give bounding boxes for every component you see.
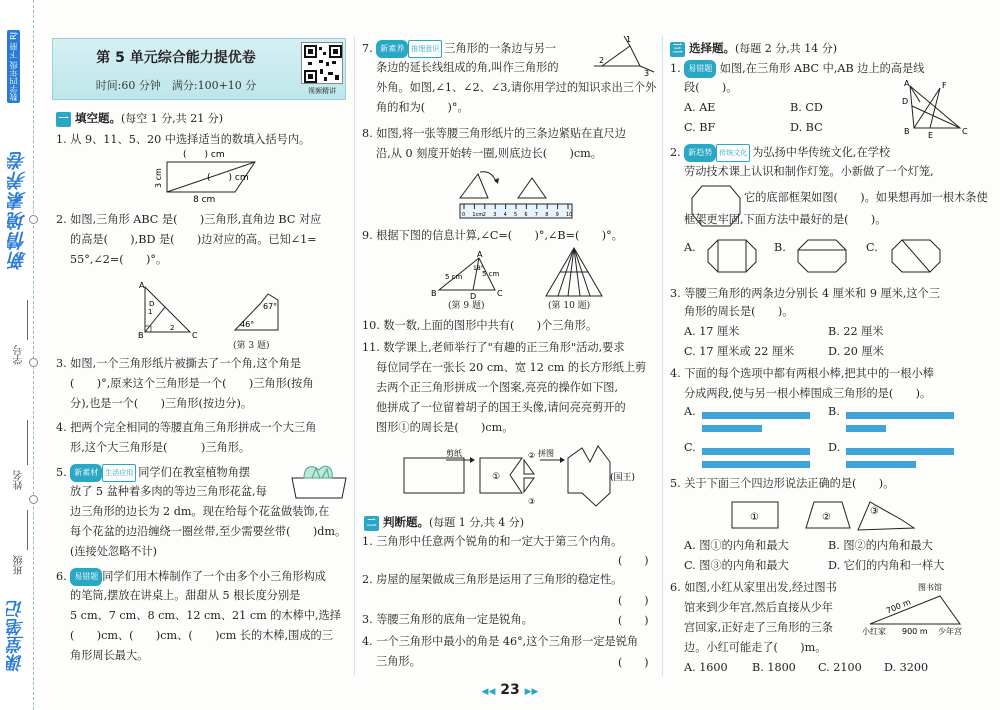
ruler-tick-label: 3 <box>493 212 497 218</box>
choice-3-line-2: 角形的周长是( )。 <box>684 305 794 318</box>
choice-3-opt-d[interactable]: D. 20 厘米 <box>828 345 884 358</box>
qr-label: 视频精讲 <box>308 87 336 95</box>
section-note: (每空 1 分,共 21 分) <box>121 112 224 125</box>
question-2-line-2: 的高是( ),BD 是( )边对应的高。已知∠1= <box>70 233 317 246</box>
choice-5-opt-c[interactable]: C. 图③的内角和最大 <box>684 559 789 572</box>
svg-text:C: C <box>192 331 198 340</box>
ruler-tick-label: 5 <box>514 212 518 218</box>
qr-code-icon <box>302 43 344 85</box>
question-5-line-2: 放了 5 盆种着多肉的等边三角形花盆,每 <box>70 485 267 498</box>
brand-title: 新情境素养卷 <box>7 150 29 270</box>
choice-1-line-2: 段( )。 <box>684 81 738 94</box>
choice-4-opt-b[interactable]: B. <box>828 405 840 418</box>
choice-2-line-4: 框架更牢固,下面方法中最好的是( )。 <box>684 213 887 226</box>
judge-3-answer[interactable]: ( ) <box>618 614 649 627</box>
paper-cutting-figure <box>400 448 660 508</box>
ruler-tick-label: 2 <box>482 212 486 218</box>
svg-text:E: E <box>928 131 934 140</box>
svg-text:18°: 18° <box>473 265 484 272</box>
ruler-tick-label: 7 <box>534 212 538 218</box>
svg-text:剪纸: 剪纸 <box>446 449 462 458</box>
choice-6-line-3: 宫回家,正好走了三角形的三条 <box>684 621 833 634</box>
judge-3: 3. 等腰三角形的底角一定是锐角。 <box>362 613 533 626</box>
question-5-line-3: 边三角形的边长为 2 dm。现在给每个花盆做装饰,在 <box>70 505 330 518</box>
judge-2: 2. 房屋的屋架做成三角形是运用了三角形的稳定性。 <box>362 573 623 586</box>
choice-4-opt-a[interactable]: A. <box>684 405 696 418</box>
svg-text:1: 1 <box>148 308 153 316</box>
choice-3-opt-b[interactable]: B. 22 厘米 <box>828 325 884 338</box>
torn-triangle-figure <box>230 292 290 337</box>
ruler-tick-label: 1cm <box>472 212 484 218</box>
section-true-false-header: 二 判断题。(每题 1 分,共 4 分) <box>364 514 524 531</box>
question-3-line-3: 分),也是一个( )三角形(按边分)。 <box>70 397 253 410</box>
column-divider <box>662 36 663 676</box>
choice-2-opt-b[interactable]: B. <box>774 241 786 254</box>
question-3-line-2: ( )°,原来这个三角形是一个( )三角形(按角 <box>70 377 314 390</box>
svg-text:3: 3 <box>644 69 650 78</box>
trapezoid-figure <box>154 150 275 205</box>
sticks-option-b <box>844 410 956 436</box>
triangle-heights-figure <box>900 79 970 140</box>
choice-6-opt-d[interactable]: D. 3200 <box>884 661 929 674</box>
class-label: 班级 <box>14 555 25 575</box>
question-7-line-4: 角的和为( )°。 <box>376 101 469 114</box>
name-label: 姓名 <box>14 470 25 490</box>
qr-code[interactable] <box>301 42 343 84</box>
sticks-option-d <box>844 446 956 472</box>
student-id-line <box>27 300 28 340</box>
page-title: 第 5 单元综合能力提优卷 <box>96 50 256 66</box>
choice-5: 5. 关于下面三个四边形说法正确的是( )。 <box>670 477 895 490</box>
question-6-line-1: 6. 易错题 同学们用木棒制作了一个由多个小三角形构成 <box>56 568 326 586</box>
series-label: 数学四年级 下册 RJ <box>9 32 18 102</box>
choice-6-line-2: 馆来到少年宫,然后直接从少年 <box>684 601 833 614</box>
choice-4-line-2: 分成两段,使与另一根小棒围成三角形的是( )。 <box>684 387 932 400</box>
choice-1-opt-a[interactable]: A. AE <box>684 101 716 114</box>
svg-text:少年宫: 少年宫 <box>938 627 962 636</box>
fig-3-caption: (第 3 题) <box>233 341 270 351</box>
section-choice-header: 三 选择题。(每题 2 分,共 14 分) <box>670 40 837 57</box>
cut-mark <box>29 495 38 504</box>
question-11-line-2: 每位同学在一张长 20 cm、宽 12 cm 的长方形纸上剪 <box>376 361 647 374</box>
triangle-abcd-figure <box>431 250 515 304</box>
choice-1-opt-d[interactable]: D. BC <box>790 121 823 134</box>
fig-10-caption: (第 10 题) <box>548 301 591 311</box>
question-6-line-5: 角形周长最大。 <box>70 649 149 662</box>
svg-text:A: A <box>904 79 910 88</box>
question-8-line-2: 沿,从 0 刻度开始转一圈,则底边长( )cm。 <box>376 147 602 160</box>
choice-4-opt-c[interactable]: C. <box>684 441 696 454</box>
question-5-line-1: 5. 新素材 生活应用 同学们在教室植物角摆 <box>56 464 250 482</box>
next-arrows-icon: ▶▶ <box>524 687 539 697</box>
svg-text:2: 2 <box>170 324 175 332</box>
angle-67-label: 67° <box>263 302 278 311</box>
route-triangle-figure <box>862 582 972 642</box>
ruler-tick-label: 10 <box>566 212 573 218</box>
question-3-line-1: 3. 如图,一个三角形纸片被撕去了一个角,这个角是 <box>56 357 302 370</box>
svg-text:小红家: 小红家 <box>862 627 886 636</box>
choice-5-opt-a[interactable]: A. 图①的内角和最大 <box>684 539 789 552</box>
question-7-line-1: 7. 新素养 推理意识 三角形的一条边与另一 <box>362 40 556 58</box>
choice-1-line-1: 1. 易错题 如图,在三角形 ABC 中,AB 边上的高是线 <box>670 60 924 78</box>
choice-4-opt-d[interactable]: D. <box>828 441 841 454</box>
right-triangle-abc-figure <box>135 282 205 342</box>
svg-text:B: B <box>138 331 144 340</box>
fig-top-label: ( ) cm <box>183 150 225 160</box>
ruler-tick-label: 9 <box>555 212 559 218</box>
error-prone-tag: 易错题 <box>70 568 102 586</box>
reasoning-tag: 推理意识 <box>408 40 442 58</box>
question-6-line-2: 的笔筒,摆放在讲桌上。甜甜从 5 根长度分别是 <box>70 589 301 602</box>
question-6-line-4: ( )cm、( )cm、( )cm 长的木棒,围成的三 <box>70 629 333 642</box>
lantern-option-a <box>706 238 758 274</box>
choice-2-opt-c[interactable]: C. <box>866 241 878 254</box>
choice-1-opt-c[interactable]: C. BF <box>684 121 716 134</box>
quadrilaterals-figure <box>710 498 940 534</box>
svg-text:1: 1 <box>626 35 632 44</box>
student-id-label: 学号 <box>14 345 25 365</box>
svg-text:③: ③ <box>528 497 536 506</box>
choice-2-opt-a[interactable]: A. <box>684 241 696 254</box>
svg-text:D: D <box>149 300 155 308</box>
question-6-line-3: 5 cm、7 cm、8 cm、12 cm、21 cm 的木棒中,选择 <box>70 609 341 622</box>
choice-2-line-2: 劳动技术课上认识和制作灯笼。小新做了一个灯笼, <box>684 165 934 178</box>
question-7-line-2: 条边的延长线组成的角,叫作三角形的 <box>376 61 559 74</box>
cut-line <box>33 0 34 710</box>
ruler-tick-label: 0 <box>462 212 466 218</box>
svg-text:700 m: 700 m <box>884 597 912 616</box>
life-application-tag: 生活应用 <box>102 464 136 482</box>
svg-text:图书馆: 图书馆 <box>918 583 942 592</box>
judge-1: 1. 三角形中任意两个锐角的和一定大于第三个内角。 <box>362 535 623 548</box>
fig-9-caption: (第 9 题) <box>448 301 485 311</box>
ruler-tick-label: 6 <box>524 212 528 218</box>
lantern-option-b <box>796 238 848 274</box>
question-9: 9. 根据下图的信息计算,∠C=( )°,∠B=( )°。 <box>362 229 623 242</box>
question-2-line-1: 2. 如图,三角形 ABC 是( )三角形,直角边 BC 对应 <box>56 213 322 226</box>
column-divider <box>354 36 355 676</box>
judge-1-answer[interactable]: ( ) <box>618 554 649 567</box>
header-box <box>52 38 346 100</box>
svg-text:①: ① <box>750 512 759 523</box>
fig-mid-label: ( ) cm <box>207 173 249 183</box>
choice-2-line-1: 2. 新趋势 传统文化 为弘扬中华传统文化,在学校 <box>670 144 890 162</box>
svg-text:②: ② <box>528 451 536 460</box>
judge-4-line-2: 三角形。 <box>376 655 421 668</box>
sticks-option-c <box>700 446 812 472</box>
fig-left-label: 3 cm <box>154 168 163 188</box>
choice-3-opt-a[interactable]: A. 17 厘米 <box>684 325 740 338</box>
choice-3-opt-c[interactable]: C. 17 厘米或 22 厘米 <box>684 345 795 358</box>
svg-text:D: D <box>902 97 909 106</box>
svg-text:拼图: 拼图 <box>538 449 554 458</box>
question-11-line-3: 去两个正三角形拼成一个图案,亮亮的操作如下图, <box>376 381 619 394</box>
sticks-option-a <box>700 410 812 436</box>
choice-6-opt-c[interactable]: C. 2100 <box>818 661 862 674</box>
question-4-line-1: 4. 把两个完全相同的等腰直角三角形拼成一个大三角 <box>56 421 317 434</box>
judge-4-answer[interactable]: ( ) <box>618 656 649 669</box>
question-5-line-5: (连接处忽略不计) <box>70 545 158 558</box>
choice-3-line-1: 3. 等腰三角形的两条边分别长 4 厘米和 9 厘米,这个三 <box>670 287 940 300</box>
page-number: ◀◀ 23 ▶▶ <box>481 682 539 698</box>
svg-text:C: C <box>497 289 503 298</box>
class-line <box>27 510 28 550</box>
prev-arrows-icon: ◀◀ <box>481 687 496 697</box>
section-badge: 一 <box>56 112 71 127</box>
question-1: 1. 从 9、11、5、20 中选择适当的数填入括号内。 <box>56 133 311 146</box>
question-11-line-5: 图形①的周长是( )cm。 <box>376 421 514 434</box>
question-10: 10. 数一数,上面的图形中共有( )个三角形。 <box>362 319 598 332</box>
svg-text:(国王): (国王) <box>610 473 636 483</box>
bottom-brand: 课堂笔记 <box>6 600 27 672</box>
choice-6-opt-b[interactable]: B. 1800 <box>752 661 796 674</box>
svg-text:F: F <box>942 81 947 90</box>
angle-46-label: 46° <box>240 320 255 329</box>
cut-mark <box>29 358 38 367</box>
svg-text:2: 2 <box>599 56 605 65</box>
choice-6-opt-a[interactable]: A. 1600 <box>684 661 728 674</box>
svg-text:①: ① <box>492 472 501 482</box>
ruler-figure <box>458 168 578 223</box>
question-2-line-3: 55°,∠2=( )°。 <box>70 253 168 266</box>
question-8-line-1: 8. 如图,将一张等腰三角形纸片的三条边紧贴在直尺边 <box>362 127 626 140</box>
svg-text:A: A <box>477 250 483 259</box>
section-title: 填空题。 <box>75 111 121 125</box>
succulent-pot-figure <box>290 462 348 500</box>
question-7-line-3: 外角。如图,∠1、∠2、∠3,请你用学过的知识求出三个外 <box>376 81 657 94</box>
fig-bottom-label: 8 cm <box>193 195 216 205</box>
choice-5-opt-b[interactable]: B. 图②的内角和最大 <box>828 539 933 552</box>
question-11-line-1: 11. 数学课上,老师举行了"有趣的正三角形"活动,要求 <box>362 341 625 354</box>
svg-text:③: ③ <box>870 506 879 517</box>
svg-text:5 cm: 5 cm <box>445 273 463 281</box>
nested-triangles-figure <box>544 246 604 302</box>
exam-info: 时间:60 分钟 满分:100+10 分 <box>95 79 257 92</box>
choice-6-line-4: 边。小红可能走了( )m。 <box>684 641 827 654</box>
new-material-tag: 新素材 <box>70 464 102 482</box>
choice-5-opt-d[interactable]: D. 它们的内角和一样大 <box>828 559 945 572</box>
choice-1-opt-b[interactable]: B. CD <box>790 101 823 114</box>
question-11-line-4: 他拼成了一位留着胡子的国王头像,请问亮亮剪开的 <box>376 401 626 414</box>
svg-text:5 cm: 5 cm <box>482 270 500 278</box>
exterior-angle-figure <box>596 35 656 78</box>
svg-text:C: C <box>962 127 968 136</box>
svg-text:②: ② <box>822 512 831 523</box>
svg-text:B: B <box>431 289 437 298</box>
ruler-tick-label: 8 <box>545 212 549 218</box>
judge-2-answer[interactable]: ( ) <box>618 594 649 607</box>
lantern-option-c <box>890 238 942 274</box>
cut-mark <box>29 215 38 224</box>
new-literacy-tag: 新素养 <box>376 40 408 58</box>
section-fill-in-header <box>56 110 223 127</box>
svg-text:D: D <box>470 292 477 301</box>
svg-text:B: B <box>904 127 910 136</box>
choice-2-line-3: 它的底部框架如图( )。如果想再加一根木条使 <box>744 191 988 204</box>
choice-4-line-1: 4. 下面的每个选项中都有两根小棒,把其中的一根小棒 <box>670 367 934 380</box>
ruler-tick-label: 4 <box>503 212 507 218</box>
question-5-line-4: 每个花盆的边沿缠绕一圈丝带,至少需要丝带( )dm。 <box>70 525 347 538</box>
choice-6-line-1: 6. 如图,小红从家里出发,经过图书 <box>670 581 837 594</box>
judge-4-line-1: 4. 一个三角形中最小的角是 46°,这个三角形一定是锐角 <box>362 635 639 648</box>
svg-text:900 m: 900 m <box>902 627 928 636</box>
svg-text:A: A <box>139 281 145 290</box>
name-line <box>27 420 28 465</box>
question-4-line-2: 形,这个大三角形是( )三角形。 <box>70 441 251 454</box>
